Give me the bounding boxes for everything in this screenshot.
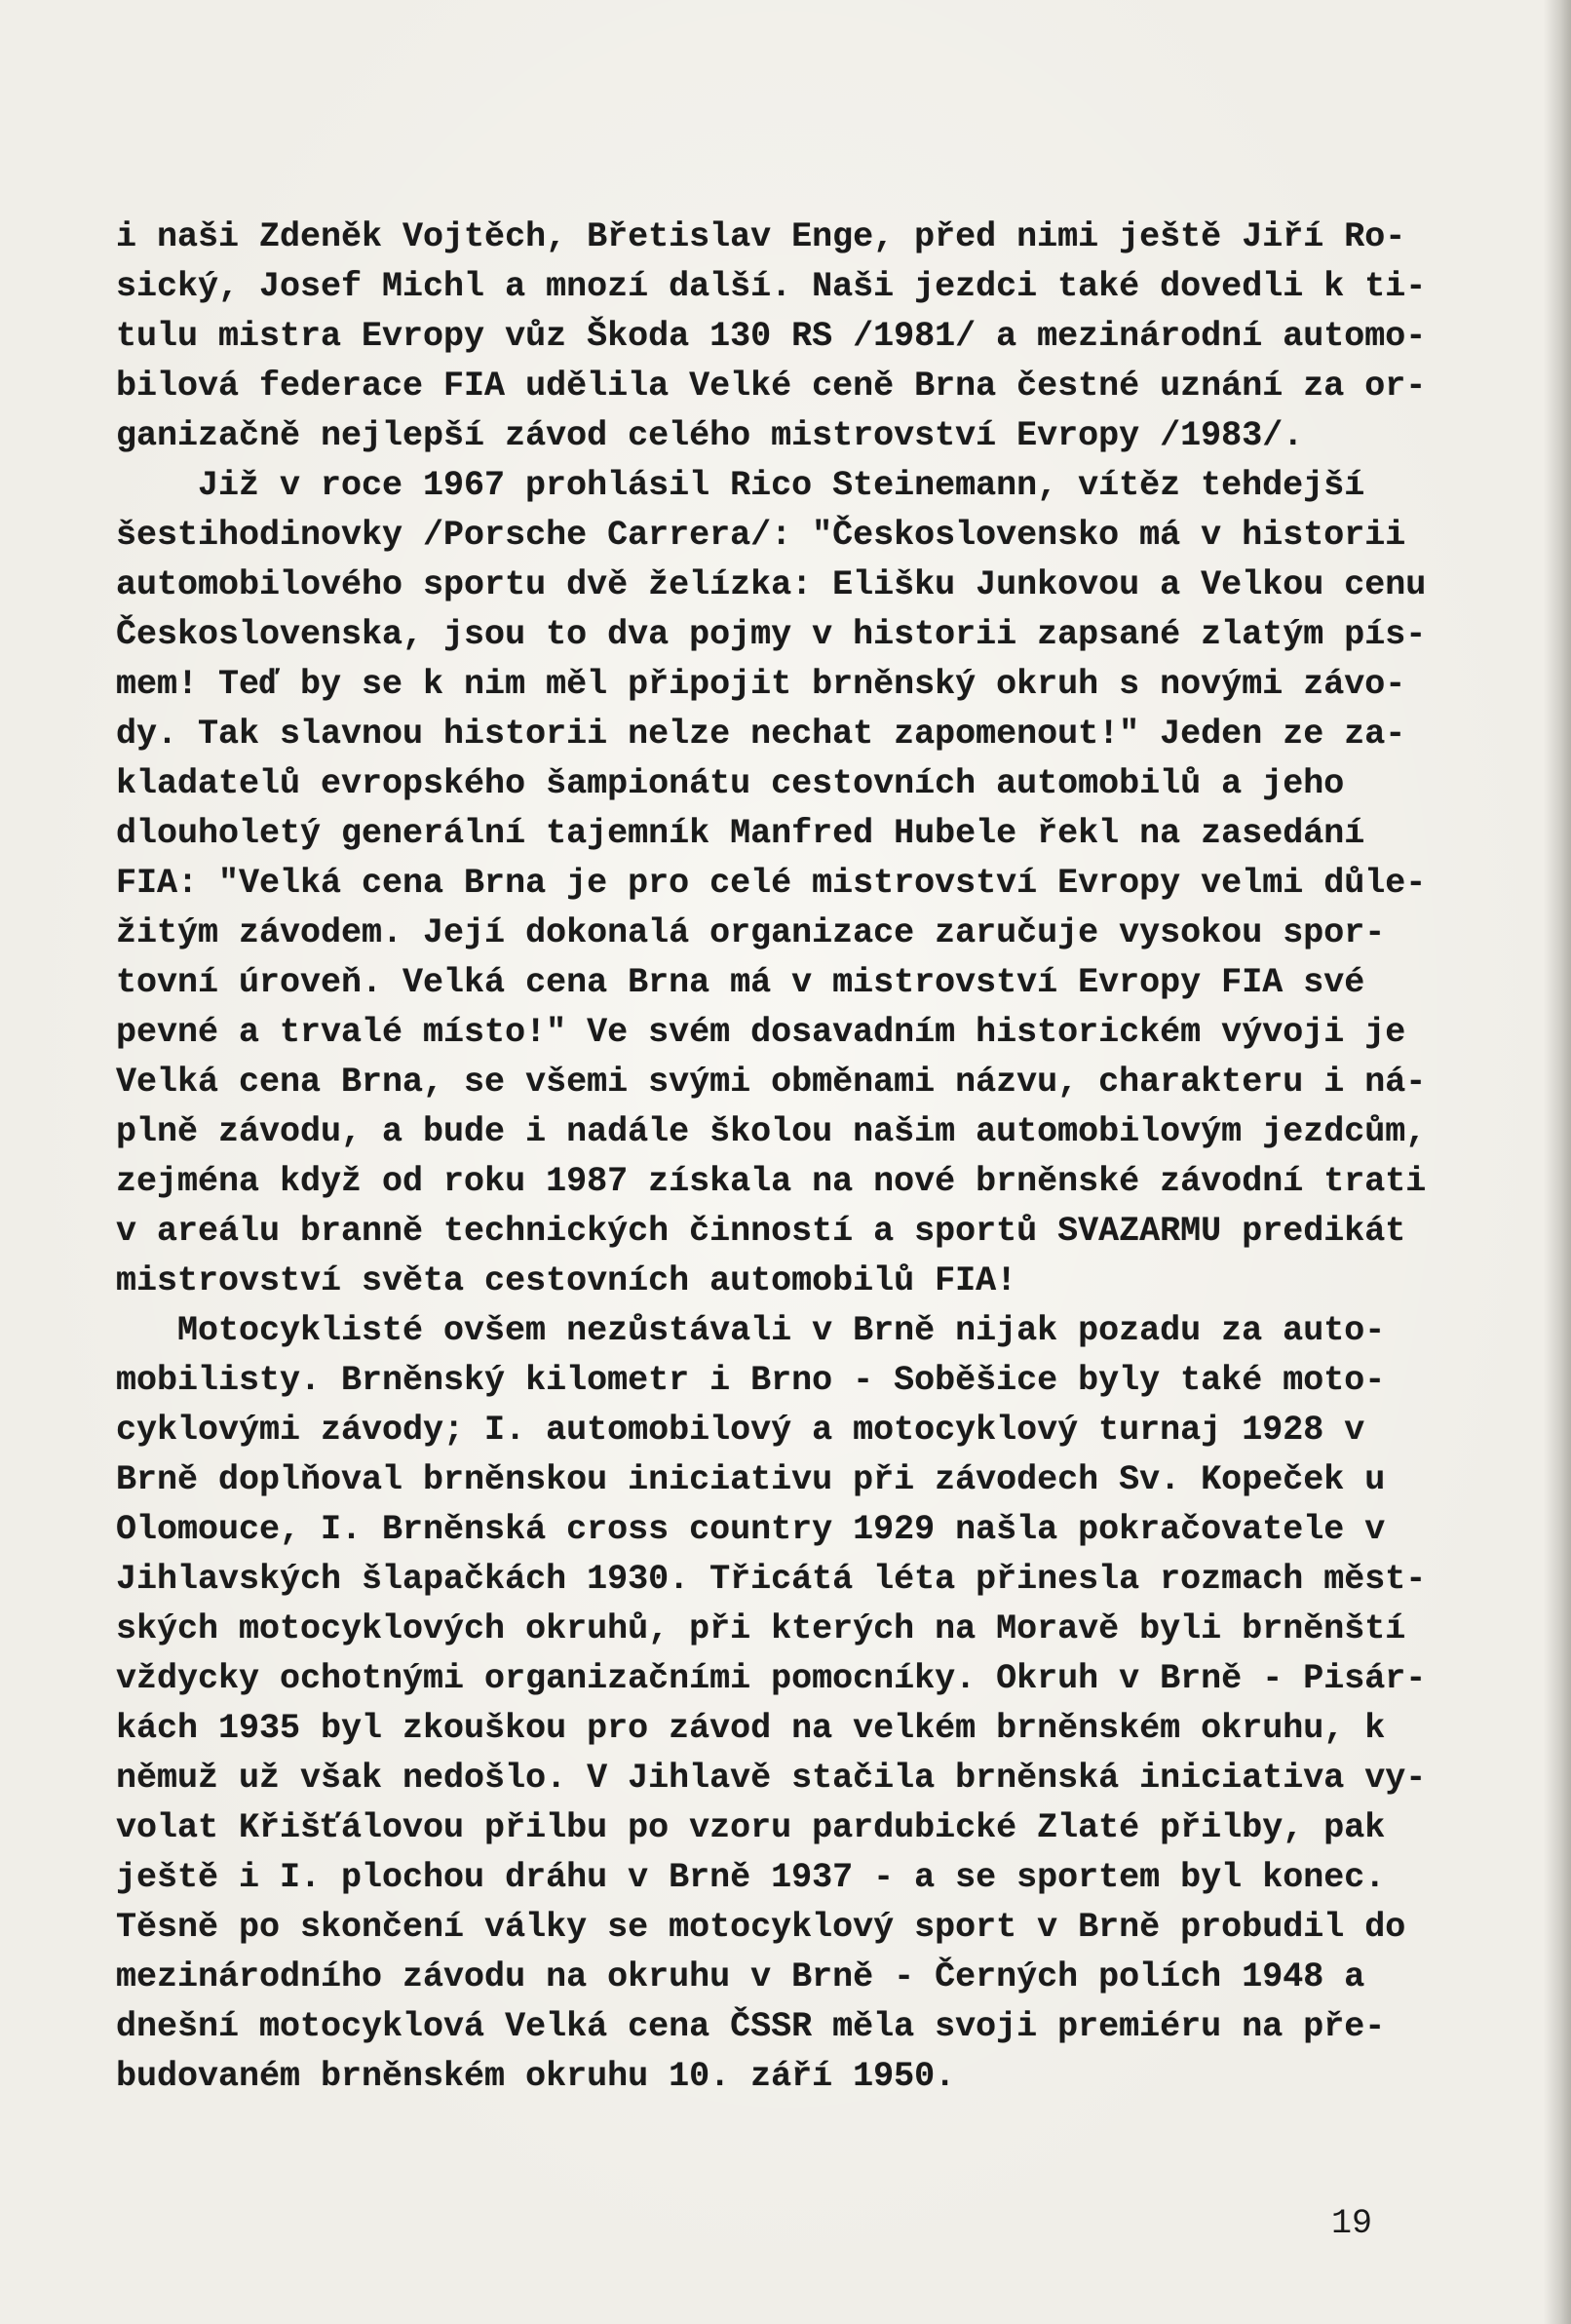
paragraph (116, 213, 1519, 461)
text-line: tulu mistra Evropy vůz Škoda 130 RS /1981/ a mezinárodní automo- (116, 317, 1427, 356)
text-line: zejména když od roku 1987 získala na nové brněnské závodní trati (116, 1162, 1427, 1201)
body-text (116, 213, 1519, 2102)
text-line: mem! Teď by se k nim měl připojit brněnský okruh s novými závo- (116, 665, 1406, 704)
text-line: tovní úroveň. Velká cena Brna má v mistrovství Evropy FIA své (116, 963, 1365, 1002)
text-line: němuž už však nedošlo. V Jihlavě stačila brněnská iniciativa vy- (116, 1759, 1427, 1798)
page-number: 19 (1331, 2204, 1373, 2243)
text-line: cyklovými závody; I. automobilový a motocyklový turnaj 1928 v (116, 1411, 1365, 1450)
text-line: sický, Josef Michl a mnozí další. Naši jezdci také dovedli k ti- (116, 267, 1427, 306)
text-line: kladatelů evropského šampionátu cestovních automobilů a jeho (116, 764, 1345, 803)
text-line: v areálu branně technických činností a sportů SVAZARMU predikát (116, 1212, 1406, 1251)
text-line: dnešní motocyklová Velká cena ČSSR měla svoji premiéru na pře- (116, 2007, 1386, 2046)
text-line: pevné a trvalé místo!" Ve svém dosavadním historickém vývoji je (116, 1013, 1406, 1052)
text-line: Velká cena Brna, se všemi svými obměnami názvu, charakteru i ná- (116, 1063, 1427, 1102)
text-line: mistrovství světa cestovních automobilů FIA! (116, 1261, 1017, 1300)
text-line: Jihlavských šlapačkách 1930. Třicátá léta přinesla rozmach měst- (116, 1560, 1427, 1599)
text-line: dy. Tak slavnou historii nelze nechat zapomenout!" Jeden ze za- (116, 715, 1406, 754)
paragraph (116, 1306, 1519, 2102)
text-line: vždycky ochotnými organizačními pomocníky. Okruh v Brně - Pisár- (116, 1659, 1427, 1698)
text-line: Brně doplňoval brněnskou iniciativu při závodech Sv. Kopeček u (116, 1460, 1386, 1499)
text-line: FIA: "Velká cena Brna je pro celé mistrovství Evropy velmi důle- (116, 864, 1427, 903)
text-line: šestihodinovky /Porsche Carrera/: "Československo má v historii (116, 516, 1406, 555)
text-line: Československa, jsou to dva pojmy v historii zapsané zlatým pís- (116, 615, 1427, 654)
text-line: ještě i I. plochou dráhu v Brně 1937 - a se sportem byl konec. (116, 1858, 1386, 1897)
scan-edge-shadow (1544, 0, 1571, 2324)
text-line: plně závodu, a bude i nadále školou našim automobilovým jezdcům, (116, 1112, 1427, 1151)
text-line: dlouholetý generální tajemník Manfred Hubele řekl na zasedání (116, 814, 1365, 853)
text-line: ských motocyklových okruhů, při kterých na Moravě byli brněnští (116, 1609, 1406, 1648)
text-line: volat Křišťálovou přilbu po vzoru pardubické Zlaté přilby, pak (116, 1808, 1386, 1847)
text-line: mezinárodního závodu na okruhu v Brně - Černých polích 1948 a (116, 1957, 1365, 1996)
text-line: žitým závodem. Její dokonalá organizace zaručuje vysokou spor- (116, 913, 1386, 952)
text-line: Olomouce, I. Brněnská cross country 1929 našla pokračovatele v (116, 1510, 1386, 1549)
text-line: bilová federace FIA udělila Velké ceně Brna čestné uznání za or- (116, 367, 1427, 406)
text-line: Motocyklisté ovšem nezůstávali v Brně nijak pozadu za auto- (177, 1311, 1386, 1350)
text-line: mobilisty. Brněnský kilometr i Brno - Soběšice byly také moto- (116, 1361, 1386, 1400)
text-line: i naši Zdeněk Vojtěch, Břetislav Enge, před nimi ještě Jiří Ro- (116, 217, 1406, 256)
text-line: Již v roce 1967 prohlásil Rico Steinemann, vítěz tehdejší (198, 466, 1365, 505)
text-line: Těsně po skončení války se motocyklový sport v Brně probudil do (116, 1908, 1406, 1947)
paragraph (116, 461, 1519, 1306)
text-line: ganizačně nejlepší závod celého mistrovství Evropy /1983/. (116, 416, 1304, 455)
text-line: kách 1935 byl zkouškou pro závod na velkém brněnském okruhu, k (116, 1709, 1386, 1748)
text-line: automobilového sportu dvě želízka: Elišku Junkovou a Velkou cenu (116, 565, 1427, 604)
text-line: budovaném brněnském okruhu 10. září 1950. (116, 2057, 956, 2096)
